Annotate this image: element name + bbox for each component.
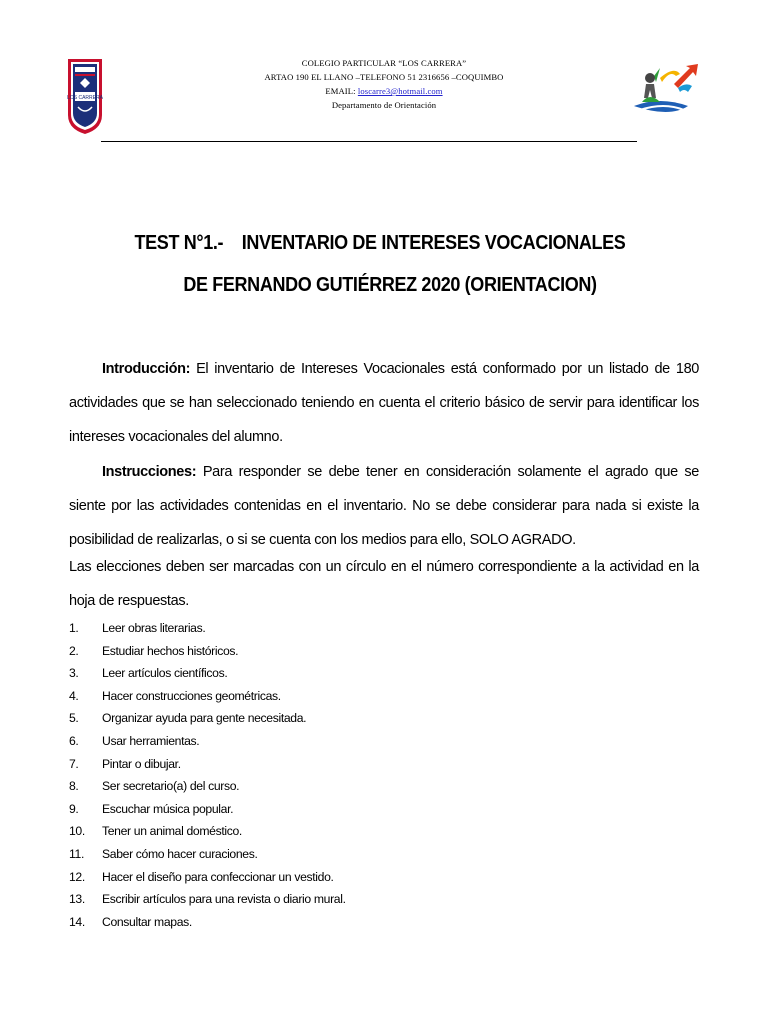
- email-label: EMAIL:: [325, 86, 356, 96]
- item-text: Leer obras literarias.: [102, 621, 206, 635]
- intro-label: Introducción:: [102, 361, 191, 377]
- email-link[interactable]: loscarre3@hotmail.com: [357, 86, 443, 96]
- item-number: 10.: [69, 824, 85, 839]
- item-text: Escuchar música popular.: [102, 801, 234, 816]
- instructions-paragraph: [69, 455, 699, 557]
- item-number: 1.: [69, 621, 79, 635]
- item-text: Pintar o dibujar.: [102, 756, 181, 771]
- item-text: Escribir artículos para una revista o diario mural.: [102, 892, 346, 907]
- school-address: ARTAO 190 EL LLANO –TELEFONO 51 2316656 –COQUIMBO: [264, 72, 504, 82]
- school-name: COLEGIO PARTICULAR “LOS CARRERA”: [301, 58, 467, 68]
- item-number: 14.: [69, 914, 85, 929]
- item-text: Hacer el diseño para confeccionar un vestido.: [102, 869, 334, 884]
- intro-paragraph: [69, 352, 699, 454]
- item-number: 4.: [69, 688, 79, 703]
- svg-text:LOS CARRERA: LOS CARRERA: [67, 95, 103, 101]
- elecciones-paragraph: Las elecciones deben ser marcadas con un círculo en el número correspondiente a la actividad en la hoja de respuestas.: [69, 559, 699, 609]
- item-text: Tener un animal doméstico.: [102, 824, 242, 839]
- instructions-text: Para responder se debe tener en consideración solamente el agrado que se siente por las actividades contenidas en el inventario. No se debe considerar para nada si existe la posibilidad de realizarlas, o si se cuenta con los medios para ello, SOLO AGRADO.: [69, 464, 699, 548]
- item-number: 7.: [69, 756, 79, 771]
- item-number: 2.: [69, 643, 79, 658]
- item-text: Saber cómo hacer curaciones.: [102, 846, 258, 861]
- school-crest-logo: [66, 57, 104, 135]
- item-number: 12.: [69, 869, 85, 884]
- orientation-logo: [630, 62, 700, 124]
- department-name: Departamento de Orientación: [331, 100, 437, 110]
- item-number: 3.: [69, 666, 79, 681]
- item-number: 9.: [69, 801, 79, 816]
- item-text: Leer artículos científicos.: [102, 666, 228, 681]
- header-divider: [101, 141, 637, 142]
- item-number: 13.: [69, 892, 85, 907]
- item-number: 5.: [69, 711, 79, 726]
- intro-text: El inventario de Intereses Vocacionales está conformado por un listado de 180 actividades que se han seleccionado teniendo en cuenta el criterio básico de servir para identificar los intereses vocacionales del alumno.: [69, 361, 699, 445]
- item-number: 11.: [69, 846, 84, 861]
- school-email-line: [200, 84, 568, 98]
- item-text: Usar herramientas.: [102, 733, 200, 748]
- item-text: Consultar mapas.: [102, 914, 192, 929]
- item-text: Hacer construcciones geométricas.: [102, 688, 281, 703]
- test-subtitle: DE FERNANDO GUTIÉRREZ 2020 (ORIENTACION): [183, 274, 597, 296]
- item-text: Estudiar hechos históricos.: [102, 643, 239, 658]
- school-letterhead: [200, 56, 568, 112]
- item-number: 6.: [69, 733, 79, 748]
- item-text: Organizar ayuda para gente necesitada.: [102, 711, 307, 726]
- test-title: TEST N°1.- INVENTARIO DE INTERESES VOCACIONALES: [134, 232, 626, 254]
- item-text: Ser secretario(a) del curso.: [102, 779, 240, 794]
- item-number: 8.: [69, 779, 79, 794]
- instructions-label: Instrucciones:: [102, 464, 197, 480]
